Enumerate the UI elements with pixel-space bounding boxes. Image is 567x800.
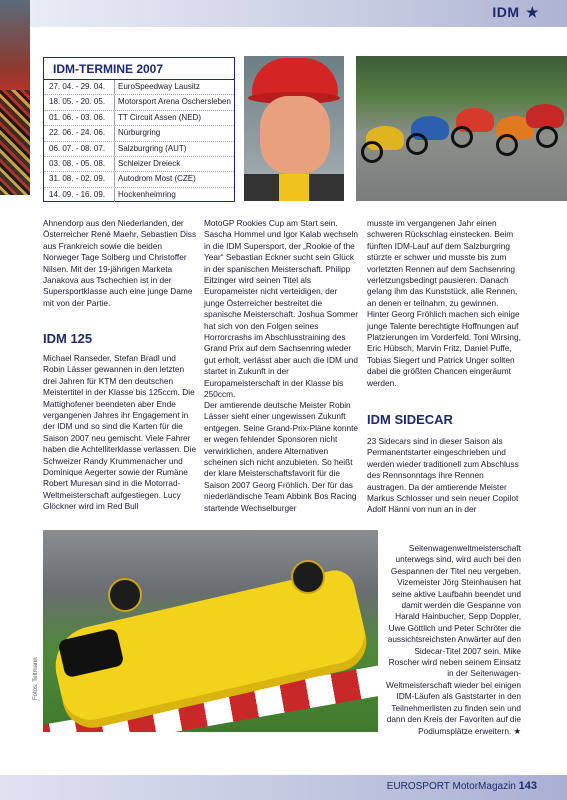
date-cell: 14. 09. - 16. 09. (49, 189, 106, 199)
column-1-idm125: Michael Ranseder, Stefan Bradl und Robin Lässer gewannen in den letzten drei Jahren für KTM den deutschen Meistertitel in der Klasse bis 125ccm. Die Mattighofener beendeten aber Ende vergangenen Jahres ihr Engagement in der IDM und so sind die Karten für die Saison 2007 neu gemischt. Viele Fahrer haben die Achtelliterklasse verlassen. Die Schweizer Randy Krummenacher und Dominique Aegerter sowie der Rumäne Robert Muresan sind in die Motorrad-Weltmeisterschaft aufgestiegen. Lucy Glöckner wird im Red Bull (43, 353, 197, 512)
venue-cell: Hockenheimring (114, 188, 234, 202)
date-cell: 27. 04. - 29. 04. (49, 82, 106, 91)
venue-cell: Schleizer Dreieck (114, 157, 234, 171)
column-2-a: MotoGP Rookies Cup am Start sein. Sascha Hommel und Igor Kalab wechseln in die IDM Supersport, der „Rookie of the Year“ Sebastian Eckner sucht sein Glück in der spanischen Meisterschaft. Philipp Eitzinger wird seinen Titel als Europameister nicht verteidigen, der junge Österreicher bestreitet die spanische Meisterschaft. Joshua Sommer hat sich von den Folgen seines Horrorcrashs im Abschlusstraining des Grand Prix auf dem Sachsenring wieder gut erholt, verlässt aber auch die IDM und startet in Zukunft in der Europameisterschaft in der Klasse bis 250ccm. (204, 218, 359, 400)
heading-sidecar: IDM SIDECAR (367, 412, 453, 427)
date-row (44, 80, 234, 95)
venue-cell: Salzburgring (AUT) (114, 142, 234, 156)
rider-portrait-photo (244, 56, 344, 201)
date-cell: 03. 08. - 05. 08. (49, 158, 106, 168)
column-2-b: Der amtierende deutsche Meister Robin Lässer sieht einer ungewissen Zukunft entgegen. Seine Grand-Prix-Pläne konnte er wegen fehlender Sponsoren nicht verwirklichen, andere Alternativen scheinen sich nicht anzubieten. So heißt der klare Meisterschaftsfavorit für die Saison 2007 Georg Fröhlich. Der für das niederländische Team Abbink Bos Racing startende Wechselburger (204, 400, 359, 513)
footer-brand: EUROSPORT MotorMagazin 143 (386, 780, 537, 792)
venue-cell: EuroSpeedway Lausitz (114, 80, 234, 94)
date-row (44, 95, 234, 110)
date-row (44, 188, 234, 202)
section-tag: IDM ★ (492, 4, 539, 20)
page-number: 143 (518, 780, 537, 792)
venue-cell: Autodrom Most (CZE) (114, 172, 234, 186)
header-bar (30, 0, 567, 27)
date-row (44, 126, 234, 141)
date-row (44, 142, 234, 157)
date-row (44, 111, 234, 126)
date-cell: 22. 06. - 24. 06. (49, 128, 106, 138)
date-cell: 31. 08. - 02. 09. (49, 174, 106, 184)
venue-cell: TT Circuit Assen (NED) (114, 111, 234, 125)
footer-bar (0, 775, 567, 800)
date-row (44, 172, 234, 187)
sidecar-side-text: Seitenwagenweltmeisterschaft unterwegs sind, wird auch bei den Gespannen der Titel neu vergeben. Vizemeister Jörg Steinhausen hat seine aktive Laufbahn beendet und damit werden die Gespanne von Harald Hainbucher, Sepp Doppler, Uwe Göttlich und Peter Schröter die aussichtsreichsten Anwärter auf den Sidecar-Titel 2007 sein. Mike Roscher wird neben seinem Einsatz in der Seitenwagen-Weltmeisterschaft wieder bei einigen IDM-Läufen als Gaststarter in den Teilnehmerlisten zu finden sein und dann den Kreis der Favoriten auf die Podiumsplätze erweitern. ★ (386, 543, 521, 736)
venue-cell: Nürburgring (114, 126, 234, 140)
date-cell: 06. 07. - 08. 07. (49, 143, 106, 153)
star-icon: ★ (525, 4, 539, 20)
date-row (44, 157, 234, 172)
sidecar-photo (43, 530, 378, 732)
date-cell: 18. 05. - 20. 05. (49, 97, 106, 107)
date-cell: 01. 06. - 03. 06. (49, 112, 106, 122)
venue-cell: Motorsport Arena Oschersleben (114, 95, 234, 109)
column-3-b: 23 Sidecars sind in dieser Saison als Permanentstarter eingeschrieben und werden wieder traditionell zum Abschluss des Rennsonntags ihre Rennen austragen. Da der amtierende Meister Markus Schlosser und sein neuer Copilot Adolf Hänni von nun an in der (367, 436, 519, 515)
column-3-a: musste im vergangenen Jahr einen schweren Rückschlag einstecken. Beim fünften IDM-Lauf auf dem Salzburgring stürzte er schwer und musste bis zum vorletzten Rennen auf dem Sachsenring verletzungsbedingt pausieren. Danach gelang ihm das Kunststück, alle Rennen, an denen er teilnahm, zu gewinnen. Hinter Georg Fröhlich machen sich einige junge Talente berechtigte Hoffnungen auf Platzierungen im Vorderfeld. Toni Wirsing, Eric Hübsch, Marvin Fritz, Daniel Puffe, Tobias Siegert und Patrick Unger sollten dabei die größten Chancen eingeräumt werden. (367, 218, 521, 388)
racing-photo (356, 56, 567, 201)
column-1-intro: Ahnendorp aus den Niederlanden, der Österreicher René Maehr, Sebastien Diss aus Frankreich sowie die beiden Norweger Tage Solberg und Christoffer Nilsen. Mit der 19-jährigen Marketa Janakova aus Tschechien ist in der Supersportklasse auch eine junge Dame mit von der Partie. (43, 218, 197, 308)
photo-credit: Fotos: Teltmann (33, 657, 39, 700)
dates-title: IDM-TERMINE 2007 (44, 58, 234, 80)
left-edge-photo (0, 0, 30, 195)
heading-idm125: IDM 125 (43, 331, 93, 346)
dates-box (43, 57, 235, 202)
